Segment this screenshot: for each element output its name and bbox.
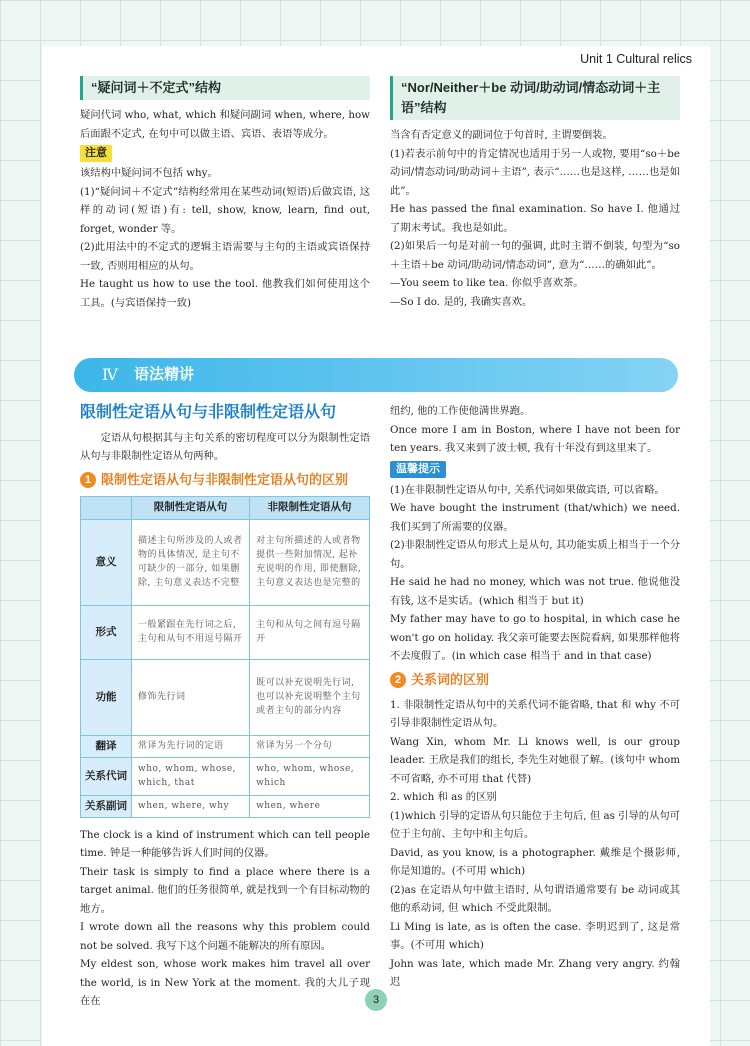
paragraph: He said he had no money, which was not true. 他说他没有钱, 这不是实话。(which 相当于 but it): [390, 576, 680, 607]
example-sentence: My eldest son, whose work makes him travel all over the world, is in New York at the moment. 我的大儿子现在在: [80, 958, 370, 1007]
paragraph: Wang Xin, whom Mr. Li knows well, is our group leader. 王欣是我们的组长, 李先生对她很了解。(该句中 whom 不可省略, 亦不可用 that 代替): [390, 735, 680, 785]
table-cell: when, where, why: [132, 795, 250, 817]
section-number: Ⅳ: [102, 365, 118, 384]
row-label: 翻译: [81, 735, 132, 757]
paragraph: My father may have to go to hospital, in which case he won't go on holiday. 我父亲可能要去医院看病, 如果那样他将不去度假了。(in which case 相当于 and in that case): [390, 613, 680, 662]
table-cell: 既可以补充说明先行词, 也可以补充说明整个主句或者主句的部分内容: [250, 659, 370, 735]
paragraph: He taught us how to use the tool. 他教我们如何使用这个工具。(与宾语保持一致): [80, 278, 370, 309]
page-number: 3: [365, 989, 387, 1011]
table-cell: 常译为先行词的定语: [132, 735, 250, 757]
row-label: 意义: [81, 519, 132, 605]
left-bottom-column: [80, 402, 370, 1011]
paragraph: (2)如果后一句是对前一句的强调, 此时主谓不倒装, 句型为“so＋主语＋be 动词/助动词/情态动词”, 意为“……的确如此”。: [390, 240, 680, 271]
nor-neither-heading: “Nor/Neither＋be 动词/助动词/情态动词＋主语”结构: [390, 76, 680, 120]
section-banner: [74, 358, 678, 392]
number-badge: 1: [80, 472, 96, 488]
comparison-table: [80, 496, 370, 818]
number-badge: 2: [390, 672, 406, 688]
paragraph: (2)as 在定语从句中做主语时, 从句谓语通常要有 be 动词或其他的系动词, 但 which 不受此限制。: [390, 883, 680, 914]
paragraph: 疑问代词 who, what, which 和疑问副词 when, where, how 后面跟不定式, 在句中可以做主语、宾语、表语等成分。: [80, 109, 370, 140]
example-sentence: I wrote down all the reasons why this problem could not be solved. 我写下这个问题不能解决的所有原因。: [80, 921, 370, 952]
row-label: 形式: [81, 605, 132, 659]
subheading-label: 限制性定语从句与非限制性定语从句的区别: [101, 471, 349, 487]
table-cell: who, whom, whose, which, that: [132, 757, 250, 795]
paragraph: We have bought the instrument (that/which) we need. 我们买到了所需要的仪器。: [390, 502, 680, 533]
table-header: [81, 496, 132, 519]
paragraph: 2. which 和 as 的区别: [390, 791, 497, 803]
table-row: [81, 605, 370, 659]
paragraph: 纽约, 他的工作使他满世界跑。: [390, 405, 531, 417]
paragraph: (1)“疑问词＋不定式”结构经常用在某些动词(短语)后做宾语, 这样的动词(短语)有: tell, show, know, learn, find out, forget, wonder 等。: [80, 185, 370, 235]
paragraph: (1)在非限制性定语从句中, 关系代词如果做宾语, 可以省略。: [390, 483, 665, 496]
subheading-difference: [80, 470, 370, 490]
paragraph: He has passed the final examination. So have I. 他通过了期末考试。我也是如此。: [390, 203, 680, 234]
table-cell: 常译为另一个分句: [250, 735, 370, 757]
paragraph: (2)非限制性定语从句形式上是从句, 其功能实质上相当于一个分句。: [390, 539, 680, 570]
note-tag: 注意: [80, 145, 112, 162]
row-label: 关系代词: [81, 757, 132, 795]
paragraph: Once more I am in Boston, where I have not been for ten years. 我又来到了波士顿, 我有十年没有到这里来了。: [390, 423, 680, 454]
table-cell: who, whom, whose, which: [250, 757, 370, 795]
table-row: [81, 735, 370, 757]
table-cell: when, where: [250, 795, 370, 817]
example-sentence: The clock is a kind of instrument which can tell people time. 钟是一种能够告诉人们时间的仪器。: [80, 828, 370, 859]
table-header: 限制性定语从句: [132, 496, 250, 519]
paragraph: —So I do. 是的, 我确实喜欢。: [390, 295, 533, 308]
table-cell: 对主句所描述的人或者物提供一些附加情况, 起补充说明的作用, 即使删除, 主句意义表达也是完整的: [250, 519, 370, 605]
grammar-title: 限制性定语从句与非限制性定语从句: [80, 404, 337, 421]
paragraph: (1)which 引导的定语从句只能位于主句后, 但 as 引导的从句可位于主句前、主句中和主句后。: [390, 809, 680, 840]
right-bottom-column: [390, 402, 680, 992]
page-sheet: [42, 46, 710, 1046]
paragraph: —You seem to like tea. 你似乎喜欢茶。: [390, 277, 584, 289]
table-cell: 一般紧跟在先行词之后, 主句和从句不用逗号隔开: [132, 605, 250, 659]
paragraph: Li Ming is late, as is often the case. 李明迟到了, 这是常事。(不可用 which): [390, 920, 680, 951]
row-label: 关系副词: [81, 795, 132, 817]
subheading-label: 关系词的区别: [411, 671, 490, 687]
right-top-column: [390, 76, 680, 311]
paragraph: (2)此用法中的不定式的逻辑主语需要与主句的主语或宾语保持一致, 否则用相应的从句。: [80, 241, 370, 272]
paragraph: John was late, which made Mr. Zhang very angry. 约翰迟: [390, 957, 680, 988]
table-row: [81, 757, 370, 795]
table-row: [81, 519, 370, 605]
table-row: [81, 659, 370, 735]
paragraph: David, as you know, is a photographer. 戴维是个摄影师, 你是知道的。(不可用 which): [390, 846, 680, 877]
interrogative-infinitive-heading: “疑问词＋不定式”结构: [80, 76, 370, 100]
paragraph: 1. 非限制性定语从句中的关系代词不能省略, that 和 why 不可引导非限制性定语从句。: [390, 698, 680, 729]
paragraph: (1)若表示前句中的肯定情况也适用于另一人或物, 要用“so＋be 动词/情态动词/助动词＋主语”, 表示“……也是这样, ……也是如此”。: [390, 147, 680, 197]
unit-label: Unit 1 Cultural relics: [566, 46, 710, 72]
table-cell: 描述主句所涉及的人或者物的具体情况, 是主句不可缺少的一部分, 如果删除, 主句意义表达不完整: [132, 519, 250, 605]
section-title: 语法精讲: [134, 366, 195, 383]
row-label: 功能: [81, 659, 132, 735]
tip-tag: 温馨提示: [390, 461, 446, 478]
example-sentence: Their task is simply to find a place where there is a target animal. 他们的任务很简单, 就是找到一个有目标动物的地方。: [80, 865, 370, 915]
subheading-relative-words: [390, 670, 680, 690]
grammar-intro: 定语从句根据其与主句关系的密切程度可以分为限制性定语从句与非限制性定语从句两种。: [80, 431, 370, 462]
table-cell: 主句和从句之间有逗号隔开: [250, 605, 370, 659]
paragraph: 当含有否定意义的副词位于句首时, 主谓要倒装。: [390, 129, 613, 141]
table-cell: 修饰先行词: [132, 659, 250, 735]
paragraph: 该结构中疑问词不包括 why。: [80, 167, 218, 179]
left-top-column: [80, 76, 370, 312]
table-header: 非限制性定语从句: [250, 496, 370, 519]
table-row: [81, 795, 370, 817]
